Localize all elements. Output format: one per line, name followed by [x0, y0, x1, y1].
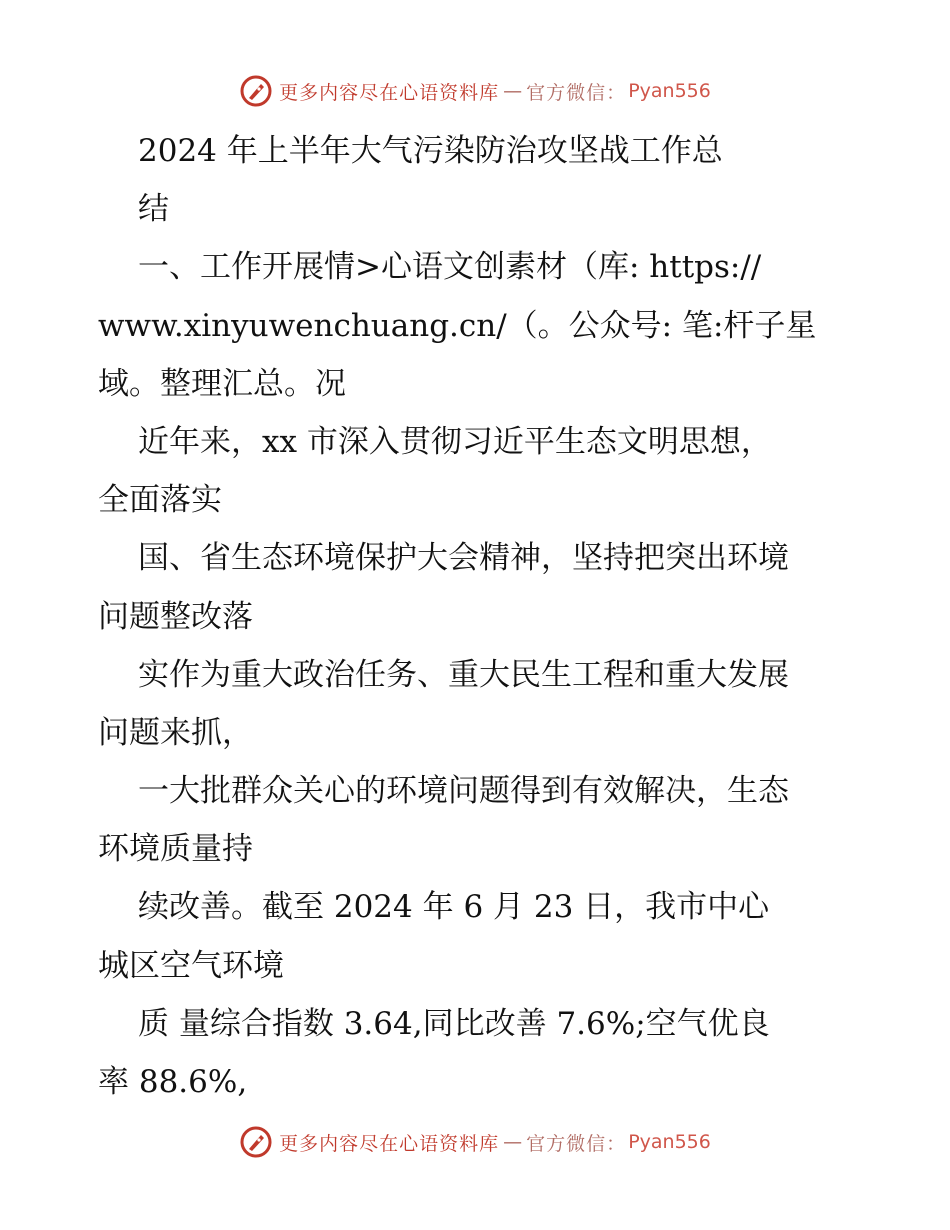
- paragraph-line: 一、工作开展情>心语文创素材（库: https://: [138, 249, 762, 286]
- document-title-line-2: 结: [138, 191, 169, 228]
- banner-brand-text: 更多内容尽在心语资料库: [279, 1132, 500, 1155]
- paragraph-line: 城区空气环境: [98, 947, 284, 984]
- footer-banner: [0, 1125, 950, 1159]
- paragraph-line: 问题来抓，: [98, 714, 253, 751]
- pen-nib-logo-icon: [239, 1125, 273, 1159]
- paragraph-line: www.xinyuwenchuang.cn/（。公众号: 笔:杆子星: [98, 307, 817, 344]
- banner-wechat-handle: Pyan556: [628, 80, 711, 102]
- paragraph-line: 质 量综合指数 3.64,同比改善 7.6%;空气优良: [138, 1005, 770, 1042]
- paragraph-line: 域。整理汇总。况: [98, 365, 346, 402]
- document-body: [98, 122, 858, 1111]
- paragraph-line: 全面落实: [98, 482, 222, 519]
- document-title-line-1: 2024 年上半年大气污染防治攻坚战工作总: [138, 133, 723, 169]
- paragraph-line: 续改善。截至 2024 年 6 月 23 日，我市中心: [138, 889, 770, 926]
- paragraph-line: 近年来，xx 市深入贯彻习近平生态文明思想，: [138, 423, 772, 460]
- paragraph-line: 率 88.6%,: [98, 1064, 248, 1100]
- paragraph-line: 问题整改落: [98, 598, 253, 635]
- paragraph-line: 实作为重大政治任务、重大民生工程和重大发展: [138, 656, 789, 693]
- banner-official-label: 官方微信：: [526, 81, 627, 104]
- header-banner: [0, 74, 950, 108]
- banner-wechat-handle: Pyan556: [628, 1131, 711, 1153]
- banner-dash: —: [503, 1131, 523, 1153]
- banner-dash: —: [503, 80, 523, 102]
- paragraph-line: 国、省生态环境保护大会精神，坚持把突出环境: [138, 540, 789, 577]
- banner-brand-text: 更多内容尽在心语资料库: [279, 81, 500, 104]
- banner-official-label: 官方微信：: [526, 1132, 627, 1155]
- paragraph-line: 一大批群众关心的环境问题得到有效解决，生态: [138, 773, 789, 810]
- pen-nib-logo-icon: [239, 74, 273, 108]
- paragraph-line: 环境质量持: [98, 831, 253, 868]
